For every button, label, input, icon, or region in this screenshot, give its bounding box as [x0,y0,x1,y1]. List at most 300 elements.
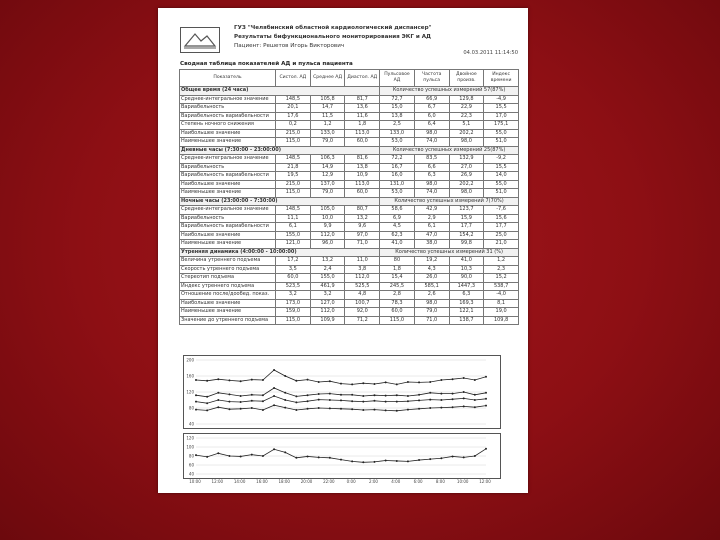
cell-value: 3,5 [276,265,311,274]
x-tick-label: 20:00 [300,479,313,484]
cell-value: 74,0 [414,189,449,198]
row-label: Среднее-интегральное значение [180,95,276,104]
data-point [418,381,420,383]
group-note: Количество успешных измерений 25(87%) [380,146,519,155]
group-title: Дневные часы (7:30:00 - 23:00:00) [180,146,380,155]
data-point [318,407,320,409]
cell-value: 6,1 [276,223,311,232]
table-row [180,95,519,104]
data-point [452,398,454,400]
data-point [463,397,465,399]
column-header: Индекс времени [484,70,519,87]
cell-value: 12,9 [310,172,345,181]
y-tick-label: 40 [188,471,194,477]
y-tick-label: 100 [186,444,194,450]
data-point [362,395,364,397]
cell-value: 129,8 [449,95,484,104]
cell-value: 13,6 [345,104,380,113]
x-tick-label: 10:00 [456,479,469,484]
report-header [172,21,520,55]
bp-trend-charts [183,355,519,485]
row-label: Вариабельность вариабельности [180,172,276,181]
data-point [362,461,364,463]
cell-value: 81,7 [345,95,380,104]
data-point [262,409,264,411]
data-point [206,396,208,398]
cell-value: 115,0 [276,189,311,198]
row-label: Вариабельность [180,214,276,223]
cell-value: 27,0 [449,163,484,172]
cell-value: 123,7 [449,206,484,215]
data-point [340,459,342,461]
table-row [180,274,519,283]
bp-chart [184,356,500,428]
column-header: Среднее АД [310,70,345,87]
cell-value: 60,0 [345,138,380,147]
data-point [396,410,398,412]
cell-value: 461,9 [310,282,345,291]
row-label: Наибольшее значение [180,180,276,189]
cell-value: 127,0 [310,299,345,308]
data-point [463,456,465,458]
cell-value: 6,3 [414,172,449,181]
data-point [284,407,286,409]
table-group-row [180,146,519,155]
data-point [429,392,431,394]
cell-value: 22,3 [449,112,484,121]
cell-value: 13,2 [345,214,380,223]
data-point [452,378,454,380]
row-label: Вариабельность [180,104,276,113]
data-point [329,380,331,382]
table-row [180,104,519,113]
data-point [385,381,387,383]
data-point [228,401,230,403]
data-point [240,380,242,382]
data-point [385,409,387,411]
cell-value: -4,0 [484,291,519,300]
cell-value: 3,2 [276,291,311,300]
x-tick-label: 2:00 [368,479,378,484]
cell-value: 0,2 [276,121,311,130]
group-note: Количество успешных измерений 57(87%) [380,87,519,96]
data-point [385,460,387,462]
row-label: Наименьшее значение [180,240,276,249]
data-point [329,407,331,409]
data-point [307,455,309,457]
data-point [217,399,219,401]
cell-value: 215,0 [276,129,311,138]
data-point [351,460,353,462]
data-point [295,395,297,397]
data-point [217,378,219,380]
cell-value: 38,0 [414,240,449,249]
data-point [440,399,442,401]
data-point [295,409,297,411]
header-line-title: Результаты бифункционального мониторирования ЭКГ и АД [234,34,432,40]
data-point [351,400,353,402]
cell-value: 17,0 [484,112,519,121]
column-header: Диастол. АД [345,70,380,87]
cell-value: 99,8 [449,240,484,249]
x-tick-label: 4:00 [391,479,401,484]
data-point [351,394,353,396]
cell-value: 20,1 [276,104,311,113]
cell-value: 5,1 [449,121,484,130]
data-point [240,401,242,403]
table-row [180,265,519,274]
cell-value: 112,0 [310,308,345,317]
data-point [318,393,320,395]
cell-value: 6,9 [380,214,415,223]
data-point [295,457,297,459]
cell-value: 115,0 [276,138,311,147]
cell-value: 2,6 [414,291,449,300]
data-point [407,460,409,462]
stats-table [179,69,519,325]
cell-value: 58,6 [380,206,415,215]
cell-value: 42,9 [414,206,449,215]
row-label: Наибольшее значение [180,129,276,138]
cell-value: 109,8 [484,316,519,325]
data-point [362,409,364,411]
cell-value: 106,3 [310,155,345,164]
cell-value: 159,0 [276,308,311,317]
data-point [195,379,197,381]
data-point [340,399,342,401]
x-tick-label: 22:00 [323,479,335,484]
data-point [362,401,364,403]
table-group-row [180,87,519,96]
data-point [273,387,275,389]
row-label: Среднее-интегральное значение [180,206,276,215]
x-tick-label: 12:00 [211,479,224,484]
data-point [485,398,487,400]
data-point [440,457,442,459]
data-point [407,400,409,402]
y-tick-label: 160 [186,373,194,379]
y-tick-label: 60 [188,462,194,468]
cell-value: 1,8 [345,121,380,130]
data-point [228,393,230,395]
data-point [396,401,398,403]
data-point [396,394,398,396]
data-point [206,456,208,458]
data-point [307,379,309,381]
cell-value: 90,0 [449,274,484,283]
cell-value: 121,0 [276,240,311,249]
cell-value: 14,0 [484,172,519,181]
cell-value: 96,0 [310,240,345,249]
cell-value: 92,0 [345,308,380,317]
data-point [485,376,487,378]
x-tick-label: 18:00 [278,479,290,484]
cell-value: 41,0 [380,240,415,249]
data-point [318,456,320,458]
cell-value: 4,3 [414,265,449,274]
cell-value: 71,0 [414,316,449,325]
data-point [362,382,364,384]
data-point [373,394,375,396]
cell-value: 13,8 [380,112,415,121]
cell-value: 245,5 [380,282,415,291]
cell-value: 51,0 [484,138,519,147]
data-point [217,392,219,394]
table-row [180,129,519,138]
group-title: Ночные часы (23:00:00 - 7:30:00) [180,197,380,206]
data-point [251,407,253,409]
data-point [463,391,465,393]
cell-value: 1,2 [310,121,345,130]
row-label: Наибольшее значение [180,299,276,308]
data-point [340,394,342,396]
data-point [273,404,275,406]
cell-value: 148,5 [276,206,311,215]
cell-value: 51,0 [484,189,519,198]
cell-value: 6,0 [414,112,449,121]
data-point [329,399,331,401]
cell-value: 109,9 [310,316,345,325]
data-point [373,409,375,411]
cell-value: 8,1 [484,299,519,308]
cell-value: 81,6 [345,155,380,164]
cell-value: 2,5 [380,121,415,130]
cell-value: 11,1 [276,214,311,223]
cell-value: 22,9 [449,104,484,113]
row-label: Наибольшее значение [180,231,276,240]
row-label: Наименьшее значение [180,308,276,317]
data-point [307,400,309,402]
cell-value: 72,7 [380,95,415,104]
table-row [180,308,519,317]
cell-value: 105,8 [310,95,345,104]
cell-value: 133,0 [310,129,345,138]
table-row [180,299,519,308]
table-row [180,138,519,147]
row-label: Вариабельность вариабельности [180,112,276,121]
data-point [295,380,297,382]
cell-value: 137,0 [310,180,345,189]
cell-value: 1447,3 [449,282,484,291]
row-label: Величина утреннего подъема [180,257,276,266]
cell-value: 215,0 [276,180,311,189]
data-point [195,454,197,456]
table-row [180,240,519,249]
cell-value: 17,7 [449,223,484,232]
cell-value: 15,9 [449,214,484,223]
table-row [180,180,519,189]
data-point [329,393,331,395]
cell-value: 113,0 [345,180,380,189]
table-row [180,231,519,240]
data-point [240,408,242,410]
cell-value: 112,0 [310,231,345,240]
cell-value: 17,6 [276,112,311,121]
data-point [195,409,197,411]
cell-value: 72,2 [380,155,415,164]
data-point [452,455,454,457]
data-point [407,395,409,397]
cell-value: 16,0 [380,172,415,181]
cell-value: 15,2 [484,274,519,283]
data-point [351,383,353,385]
data-point [407,409,409,411]
table-row [180,291,519,300]
data-point [485,448,487,450]
table-row [180,121,519,130]
cell-value: 13,2 [310,257,345,266]
row-label: Скорость утреннего подъема [180,265,276,274]
cell-value: 4,5 [380,223,415,232]
pulse-chart [184,434,500,478]
data-point [340,383,342,385]
cell-value: 60,0 [345,189,380,198]
report-document [172,21,520,489]
data-point [273,369,275,371]
data-point [251,379,253,381]
header-line-institution: ГУЗ "Челябинский областной кардиологический диспансер" [234,25,432,31]
cell-value: 21,8 [276,163,311,172]
data-point [240,455,242,457]
cell-value: -4,9 [484,95,519,104]
cell-value: 132,9 [449,155,484,164]
x-tick-label: 0:00 [346,479,356,484]
group-title: Утренняя динамика (4:00:00 - 10:00:00) [180,248,380,257]
cell-value: 6,4 [414,121,449,130]
data-point [318,399,320,401]
cell-value: 78,3 [380,299,415,308]
data-point [206,380,208,382]
cell-value: 525,5 [345,282,380,291]
row-label: Вариабельность [180,163,276,172]
cell-value: 74,0 [414,138,449,147]
data-point [429,458,431,460]
cell-value: 80,7 [345,206,380,215]
cell-value: 11,5 [310,112,345,121]
cell-value: 15,5 [484,104,519,113]
data-point [195,401,197,403]
data-point [373,461,375,463]
cell-value: 17,7 [484,223,519,232]
column-header: Систол. АД [276,70,311,87]
data-point [273,395,275,397]
data-point [474,455,476,457]
cell-value: 10,0 [310,214,345,223]
cell-value: 98,0 [414,299,449,308]
table-row [180,163,519,172]
data-point [262,455,264,457]
row-label: Индекс утреннего подъема [180,282,276,291]
cell-value: 47,0 [414,231,449,240]
cell-value: 2,8 [380,291,415,300]
cell-value: 113,0 [345,129,380,138]
table-row [180,316,519,325]
data-point [418,399,420,401]
cell-value: 60,0 [276,274,311,283]
data-point [407,381,409,383]
cell-value: 14,7 [310,104,345,113]
data-point [474,406,476,408]
y-tick-label: 40 [188,421,194,427]
table-row [180,214,519,223]
data-point [284,375,286,377]
data-point [452,406,454,408]
cell-value: 71,0 [345,240,380,249]
data-point [217,452,219,454]
cell-value: 105,0 [310,206,345,215]
data-point [284,392,286,394]
data-point [485,392,487,394]
cell-value: 9,6 [345,223,380,232]
cell-value: 15,5 [484,163,519,172]
cell-value: 19,0 [484,308,519,317]
report-date: 04.03.2011 11:14:50 [463,50,518,56]
table-header-row [180,70,519,87]
cell-value: 15,0 [380,104,415,113]
cell-value: 131,0 [380,180,415,189]
x-tick-label: 12:00 [479,479,491,484]
cell-value: 98,0 [414,180,449,189]
cell-value: 55,0 [484,180,519,189]
table-row [180,189,519,198]
cell-value: 133,0 [380,129,415,138]
cell-value: 15,4 [380,274,415,283]
cell-value: 66,9 [414,95,449,104]
data-point [351,408,353,410]
cell-value: 115,0 [276,316,311,325]
cell-value: 79,0 [414,308,449,317]
table-row [180,155,519,164]
y-tick-label: 80 [188,453,194,459]
x-tick-label: 10:00 [189,479,201,484]
cell-value: 6,7 [414,104,449,113]
data-point [217,406,219,408]
data-point [206,409,208,411]
y-tick-label: 80 [188,405,194,411]
cell-value: 55,0 [484,129,519,138]
table-row [180,257,519,266]
bp-chart-box [183,355,501,429]
table-row [180,206,519,215]
table-row [180,282,519,291]
data-point [318,381,320,383]
y-tick-label: 200 [186,357,194,363]
data-point [251,454,253,456]
data-point [273,448,275,450]
table-row [180,112,519,121]
cell-value: 1,8 [380,265,415,274]
group-title: Общее время (24 часа) [180,87,380,96]
data-point [474,394,476,396]
cell-value: 19,2 [414,257,449,266]
cell-value: 79,0 [310,138,345,147]
data-point [385,401,387,403]
table-row [180,223,519,232]
data-point [262,379,264,381]
cell-value: 62,3 [380,231,415,240]
table-group-row [180,248,519,257]
pulse-chart-box [183,433,501,479]
row-label: Степень ночного снижения [180,121,276,130]
y-tick-label: 120 [186,435,194,441]
data-point [340,408,342,410]
data-point [418,408,420,410]
cell-value: 26,0 [414,274,449,283]
column-header: Показатель [180,70,276,87]
x-tick-label: 16:00 [256,479,268,484]
cell-value: 80 [380,257,415,266]
cell-value: 169,3 [449,299,484,308]
